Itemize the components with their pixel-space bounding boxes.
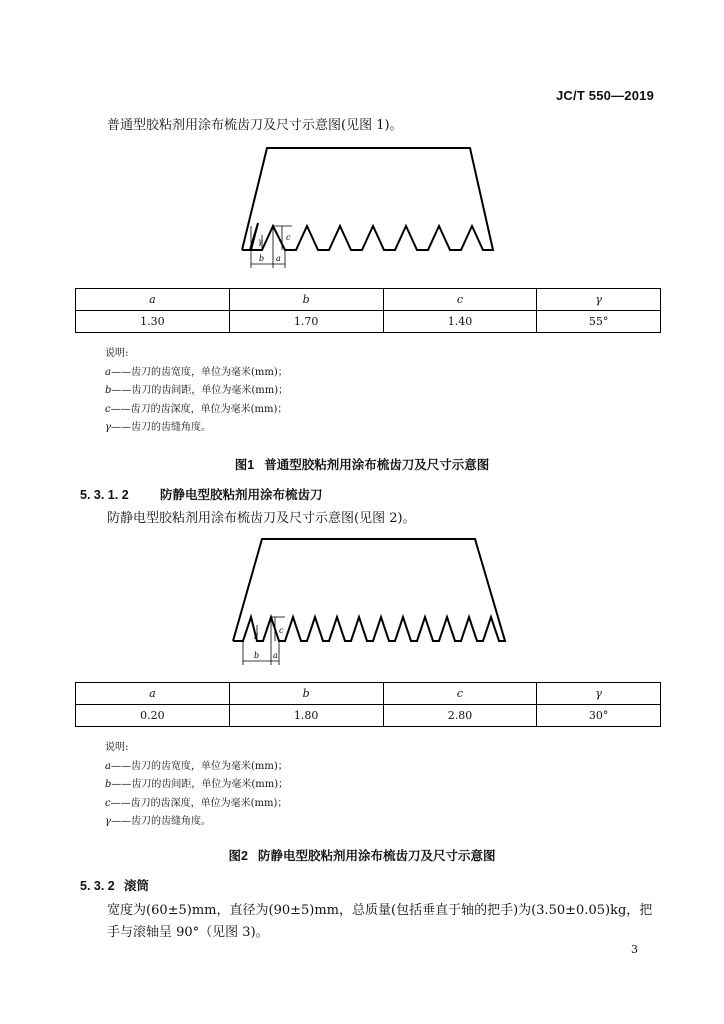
figure1-blade-outline <box>242 148 493 250</box>
note-item: b——齿刀的齿间距，单位为毫米(mm)； <box>105 385 289 396</box>
note-item: γ——齿刀的齿缝角度。 <box>105 816 211 827</box>
figure2-notes <box>105 739 288 832</box>
section-title: 滚筒 <box>124 879 150 893</box>
table-header-row <box>76 289 661 311</box>
note-item: γ——齿刀的齿缝角度。 <box>105 422 211 433</box>
table-cell: 2.80 <box>383 705 537 727</box>
table-header-cell: γ <box>537 683 661 705</box>
figure1-caption-text: 普通型胶粘剂用涂布梳齿刀及尺寸示意图 <box>264 458 490 472</box>
figure1-caption <box>0 455 724 473</box>
section-heading-532 <box>80 876 149 894</box>
table-header-cell: γ <box>537 289 661 311</box>
notes-label: 说明: <box>105 348 129 359</box>
figure2-b-label: b <box>254 651 260 660</box>
figure1-b-label: b <box>259 254 265 263</box>
intro-paragraph-1: 普通型胶粘剂用涂布梳齿刀及尺寸示意图(见图 1)。 <box>107 118 403 133</box>
figure2-caption-text: 防静电型胶粘剂用涂布梳齿刀及尺寸示意图 <box>257 849 496 863</box>
table-header-cell: b <box>229 683 383 705</box>
figure1-comb-diagram <box>230 140 510 275</box>
table-cell: 55° <box>537 311 661 333</box>
figure2-comb-diagram <box>225 533 515 673</box>
figure1-notes <box>105 345 288 438</box>
notes-label: 说明: <box>105 742 129 753</box>
figure2-a-label: a <box>273 651 278 660</box>
note-item: a——齿刀的齿宽度，单位为毫米(mm)； <box>105 760 288 772</box>
figure1-c-label: c <box>286 233 291 242</box>
table-header-cell: a <box>76 683 230 705</box>
section-532-paragraph: 宽度为(60±5)mm，直径为(90±5)mm，总质量(包括垂直于轴的把手)为(3.50±0.05)kg，把手与滚轴呈 90°（见图 3)。 <box>107 903 653 940</box>
table-row <box>76 311 661 333</box>
table-cell: 0.20 <box>76 705 230 727</box>
intro-paragraph-2: 防静电型胶粘剂用涂布梳齿刀及尺寸示意图(见图 2)。 <box>107 511 416 526</box>
section-number: 5. 3. 2 <box>80 879 115 893</box>
figure2-c-label: c <box>279 626 284 635</box>
table-header-cell: c <box>383 683 537 705</box>
table-cell: 1.40 <box>383 311 537 333</box>
table-cell: 1.70 <box>229 311 383 333</box>
table-cell: 30° <box>537 705 661 727</box>
table-header-cell: c <box>383 289 537 311</box>
standard-code: JC/T 550—2019 <box>556 88 654 103</box>
figure2-blade-outline <box>233 539 505 641</box>
table-header-cell: a <box>76 289 230 311</box>
figure1-dimension-table <box>75 288 661 333</box>
note-item: c——齿刀的齿深度，单位为毫米(mm)； <box>105 797 288 809</box>
note-item: c——齿刀的齿深度，单位为毫米(mm)； <box>105 403 288 415</box>
figure1-caption-number: 图1 <box>234 458 255 472</box>
table-cell: 1.80 <box>229 705 383 727</box>
page-number: 3 <box>631 943 638 956</box>
note-item: a——齿刀的齿宽度，单位为毫米(mm)； <box>105 366 288 378</box>
section-number: 5. 3. 1. 2 <box>80 488 129 502</box>
table-row <box>76 705 661 727</box>
figure2-gamma-label: γ <box>253 630 258 639</box>
table-header-row <box>76 683 661 705</box>
figure1-a-label: a <box>276 254 281 263</box>
figure2-caption <box>0 846 724 864</box>
figure2-dimension-table <box>75 682 661 727</box>
note-item: b——齿刀的齿间距，单位为毫米(mm)； <box>105 779 289 790</box>
section-title: 防静电型胶粘剂用涂布梳齿刀 <box>160 488 323 502</box>
table-header-cell: b <box>229 289 383 311</box>
section-heading-5312 <box>80 485 323 503</box>
figure2-caption-number: 图2 <box>228 849 248 863</box>
figure1-gamma-label: γ <box>258 237 263 246</box>
table-cell: 1.30 <box>76 311 230 333</box>
